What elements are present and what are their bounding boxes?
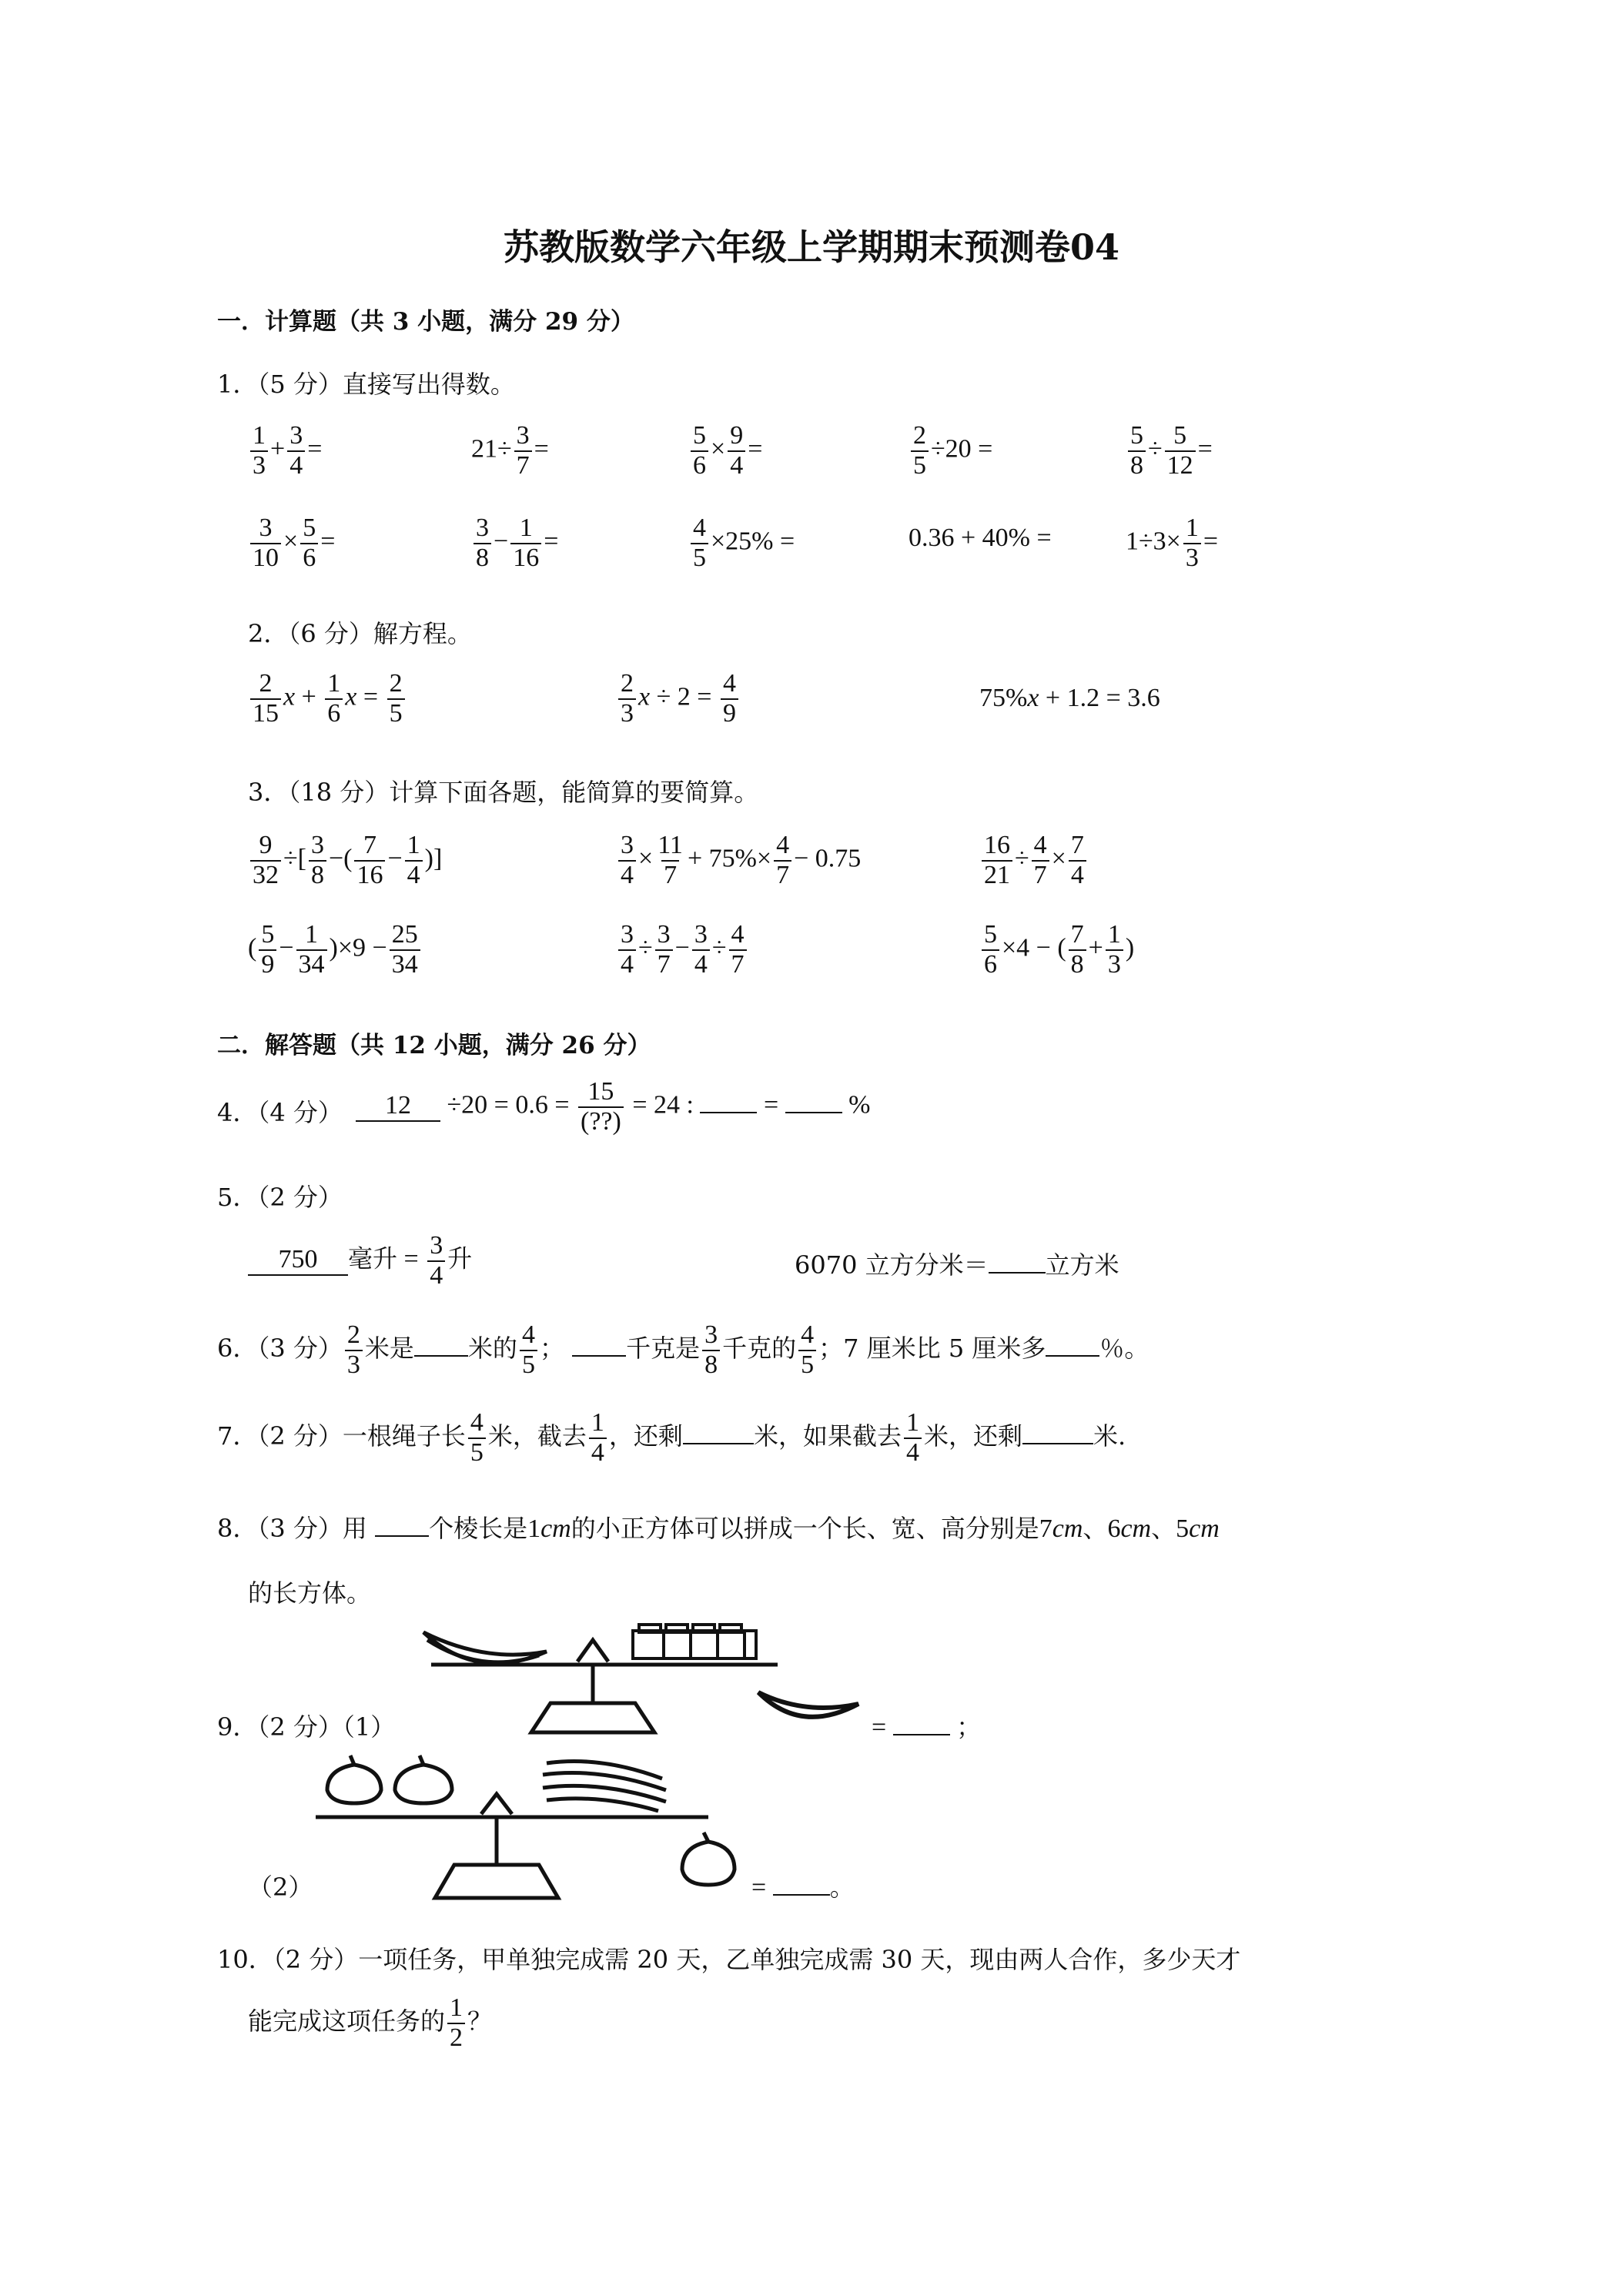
q6-text-3: ； (539, 1334, 564, 1364)
question-9-blank-2[interactable] (773, 1894, 830, 1896)
peach-icon (327, 1755, 452, 1803)
question-6-blank-3[interactable] (1046, 1355, 1099, 1357)
question-9-label: 9．（2 分）（1） (217, 1712, 396, 1742)
q6-text-1: 米是 (364, 1334, 414, 1364)
q7-text-5: 米. (1093, 1421, 1126, 1451)
section-header-problems: 二．解答题（共 12 小题，满分 26 分） (217, 1032, 651, 1059)
question-10-line-2: 能完成这项任务的 $\frac{1}{2}$ ？ (248, 1993, 493, 2052)
balance-scale-2-picture (308, 1748, 724, 1902)
question-5-label: 5．（2 分） (217, 1183, 343, 1212)
page-title: 苏教版数学六年级上学期期末预测卷04 (503, 226, 1119, 268)
question-9-answer-1: = ； (872, 1713, 982, 1742)
question-10-label: 10．（2 分）一项任务，甲单独完成需 20 天，乙单独完成需 30 天，现由两人合作，多少天才 (217, 1945, 1241, 1974)
question-6-label: 6．（3 分） (217, 1334, 343, 1364)
section-header-calculation: 一．计算题（共 3 小题，满分 29 分） (217, 308, 634, 336)
question-9-blank-1[interactable] (893, 1734, 950, 1735)
expr-1-5: $\frac{5}{8}$ ÷ $\frac{5}{12}$ = (1126, 422, 1213, 480)
expr-1-6: $\frac{3}{10}$ × $\frac{5}{6}$ = (248, 514, 335, 572)
question-5-answer[interactable]: 750 (248, 1245, 348, 1276)
expr-3-6: $\frac{5}{6}$ ×4 − ( $\frac{7}{8}$ + $\frac{1}{3}$ ) (979, 921, 1134, 979)
q9-end-1: ； (956, 1713, 982, 1741)
q9-end-2: 。 (829, 1873, 855, 1901)
question-7-blank-2[interactable] (1022, 1443, 1093, 1444)
q10-end: ？ (467, 2006, 493, 2037)
question-5-left: 750 毫升 = $\frac{3}{4}$ 升 (248, 1232, 472, 1290)
question-4-blank-2[interactable] (785, 1112, 842, 1113)
banana-bunch-icon (543, 1762, 666, 1812)
question-8-line-2: 的长方体。 (248, 1578, 372, 1608)
expr-3-5: $\frac{3}{4}$ ÷ $\frac{3}{7}$ − $\frac{3}{4}$ ÷ $\frac{4}{7}$ (616, 921, 749, 979)
question-7: 7．（2 分）一根绳子长 $\frac{4}{5}$ 米，截去 $\frac{1}{4}$ ，还剩 米，如果截去 $\frac{1}{4}$ 米，还剩 米. (217, 1408, 1126, 1467)
question-5-right (795, 1246, 1119, 1281)
banana-icon (423, 1632, 547, 1663)
question-4-fraction-numerator: 15 (587, 1077, 614, 1106)
q7-text-2: ，还剩 (608, 1421, 683, 1451)
q6-text-4: 千克是 (626, 1334, 701, 1364)
question-9-sub-2: （2） (248, 1873, 313, 1902)
q10-text-2: 能完成这项任务的 (248, 2006, 446, 2037)
q6-text-2: 米的 (467, 1334, 517, 1364)
expr-1-10: 1÷3× $\frac{1}{3}$ = (1126, 514, 1219, 572)
peach-icon (678, 1829, 739, 1891)
question-4-blank-1[interactable] (700, 1112, 757, 1113)
question-8-blank[interactable] (375, 1535, 429, 1537)
weights-icon (633, 1625, 756, 1658)
equation-2-2: $\frac{2}{3}$ x ÷ 2 = $\frac{4}{9}$ (616, 670, 741, 728)
equation-2-3: 75%x + 1.2 = 3.6 (979, 684, 1160, 712)
q6-text-5: 千克的 (722, 1334, 797, 1364)
expr-1-9: 0.36 + 40% = (909, 524, 1052, 552)
q8-text-2: 的小正方体可以拼成一个长、宽、高分别是 (571, 1514, 1039, 1543)
question-5-blank[interactable] (989, 1272, 1046, 1274)
expr-1-8: $\frac{4}{5}$ ×25% = (688, 514, 795, 572)
question-8-label: 8．（3 分）用 (217, 1514, 367, 1543)
question-4-answer[interactable]: 12 (356, 1091, 440, 1122)
expr-1-2: 21÷ $\frac{3}{7}$ = (471, 421, 549, 480)
expr-1-4: $\frac{2}{5}$ ÷20 = (909, 422, 992, 480)
unit-cubic-meter: 立方米 (1045, 1250, 1119, 1280)
question-7-label: 7．（2 分）一根绳子长 (217, 1421, 466, 1451)
expr-3-2: $\frac{3}{4}$ × $\frac{11}{7}$ + 75%× $\frac{4}{7}$ − 0.75 (616, 832, 861, 889)
expr-3-4: ( $\frac{5}{9}$ − $\frac{1}{34}$ )×9 − $\frac{25}{34}$ (248, 921, 423, 979)
q7-text-4: 米，还剩 (923, 1421, 1022, 1451)
expr-1-1: $\frac{1}{3}$ + $\frac{3}{4}$ = (248, 422, 322, 480)
question-4-fraction-denominator: (??) (578, 1106, 624, 1136)
expr-1-7: $\frac{3}{8}$ − $\frac{1}{16}$ = (471, 514, 558, 572)
expr-3-3: $\frac{16}{21}$ ÷ $\frac{4}{7}$ × $\frac{7}{4}$ (979, 832, 1089, 889)
question-4-label: 4．（4 分） (217, 1098, 343, 1127)
equation-2-1: $\frac{2}{15}$ x + $\frac{1}{6}$ x = $\frac{2}{5}$ (248, 670, 407, 728)
unit-milliliter: 毫升 (348, 1244, 398, 1273)
expr-1-3: $\frac{5}{6}$ × $\frac{9}{4}$ = (688, 422, 762, 480)
question-6: 6．（3 分） $\frac{2}{3}$ 米是 米的 $\frac{4}{5}$ ； 千克是 $\frac{3}{8}$ 千克的 $\frac{4}{5}$ ；7 厘米比 5 厘米多 ％。 (217, 1320, 1149, 1379)
banana-icon (755, 1685, 862, 1739)
question-1-label: 1．（5 分）直接写出得数。 (217, 370, 515, 399)
question-4-expression: 12 ÷20 = 0.6 = $\frac{15}{(??)}$ = 24 : = % (356, 1078, 870, 1136)
question-8: 8．（3 分）用 个棱长是1cm的小正方体可以拼成一个长、宽、高分别是7cm、6cm、5cm (217, 1514, 1220, 1543)
question-6-blank-1[interactable] (414, 1355, 468, 1357)
expr-3-1: $\frac{9}{32}$ ÷[ $\frac{3}{8}$ −( $\frac{7}{16}$ − $\frac{1}{4}$ )] (248, 832, 442, 889)
q7-text-3: 米，如果截去 (753, 1421, 902, 1451)
question-5-right-text: 6070 立方分米＝ (795, 1250, 989, 1280)
question-6-blank-2[interactable] (572, 1355, 626, 1357)
q6-text-7: ％。 (1099, 1334, 1149, 1364)
question-2-label: 2．（6 分）解方程。 (248, 619, 472, 648)
question-7-blank-1[interactable] (683, 1443, 754, 1444)
unit-liter: 升 (447, 1244, 473, 1273)
question-9-answer-2: = 。 (751, 1873, 855, 1902)
q6-text-6: ；7 厘米比 5 厘米多 (818, 1334, 1046, 1364)
q7-text-1: 米，截去 (487, 1421, 587, 1451)
question-3-label: 3．（18 分）计算下面各题，能简算的要简算。 (248, 778, 759, 807)
q8-text-1: 个棱长是 (429, 1514, 528, 1543)
